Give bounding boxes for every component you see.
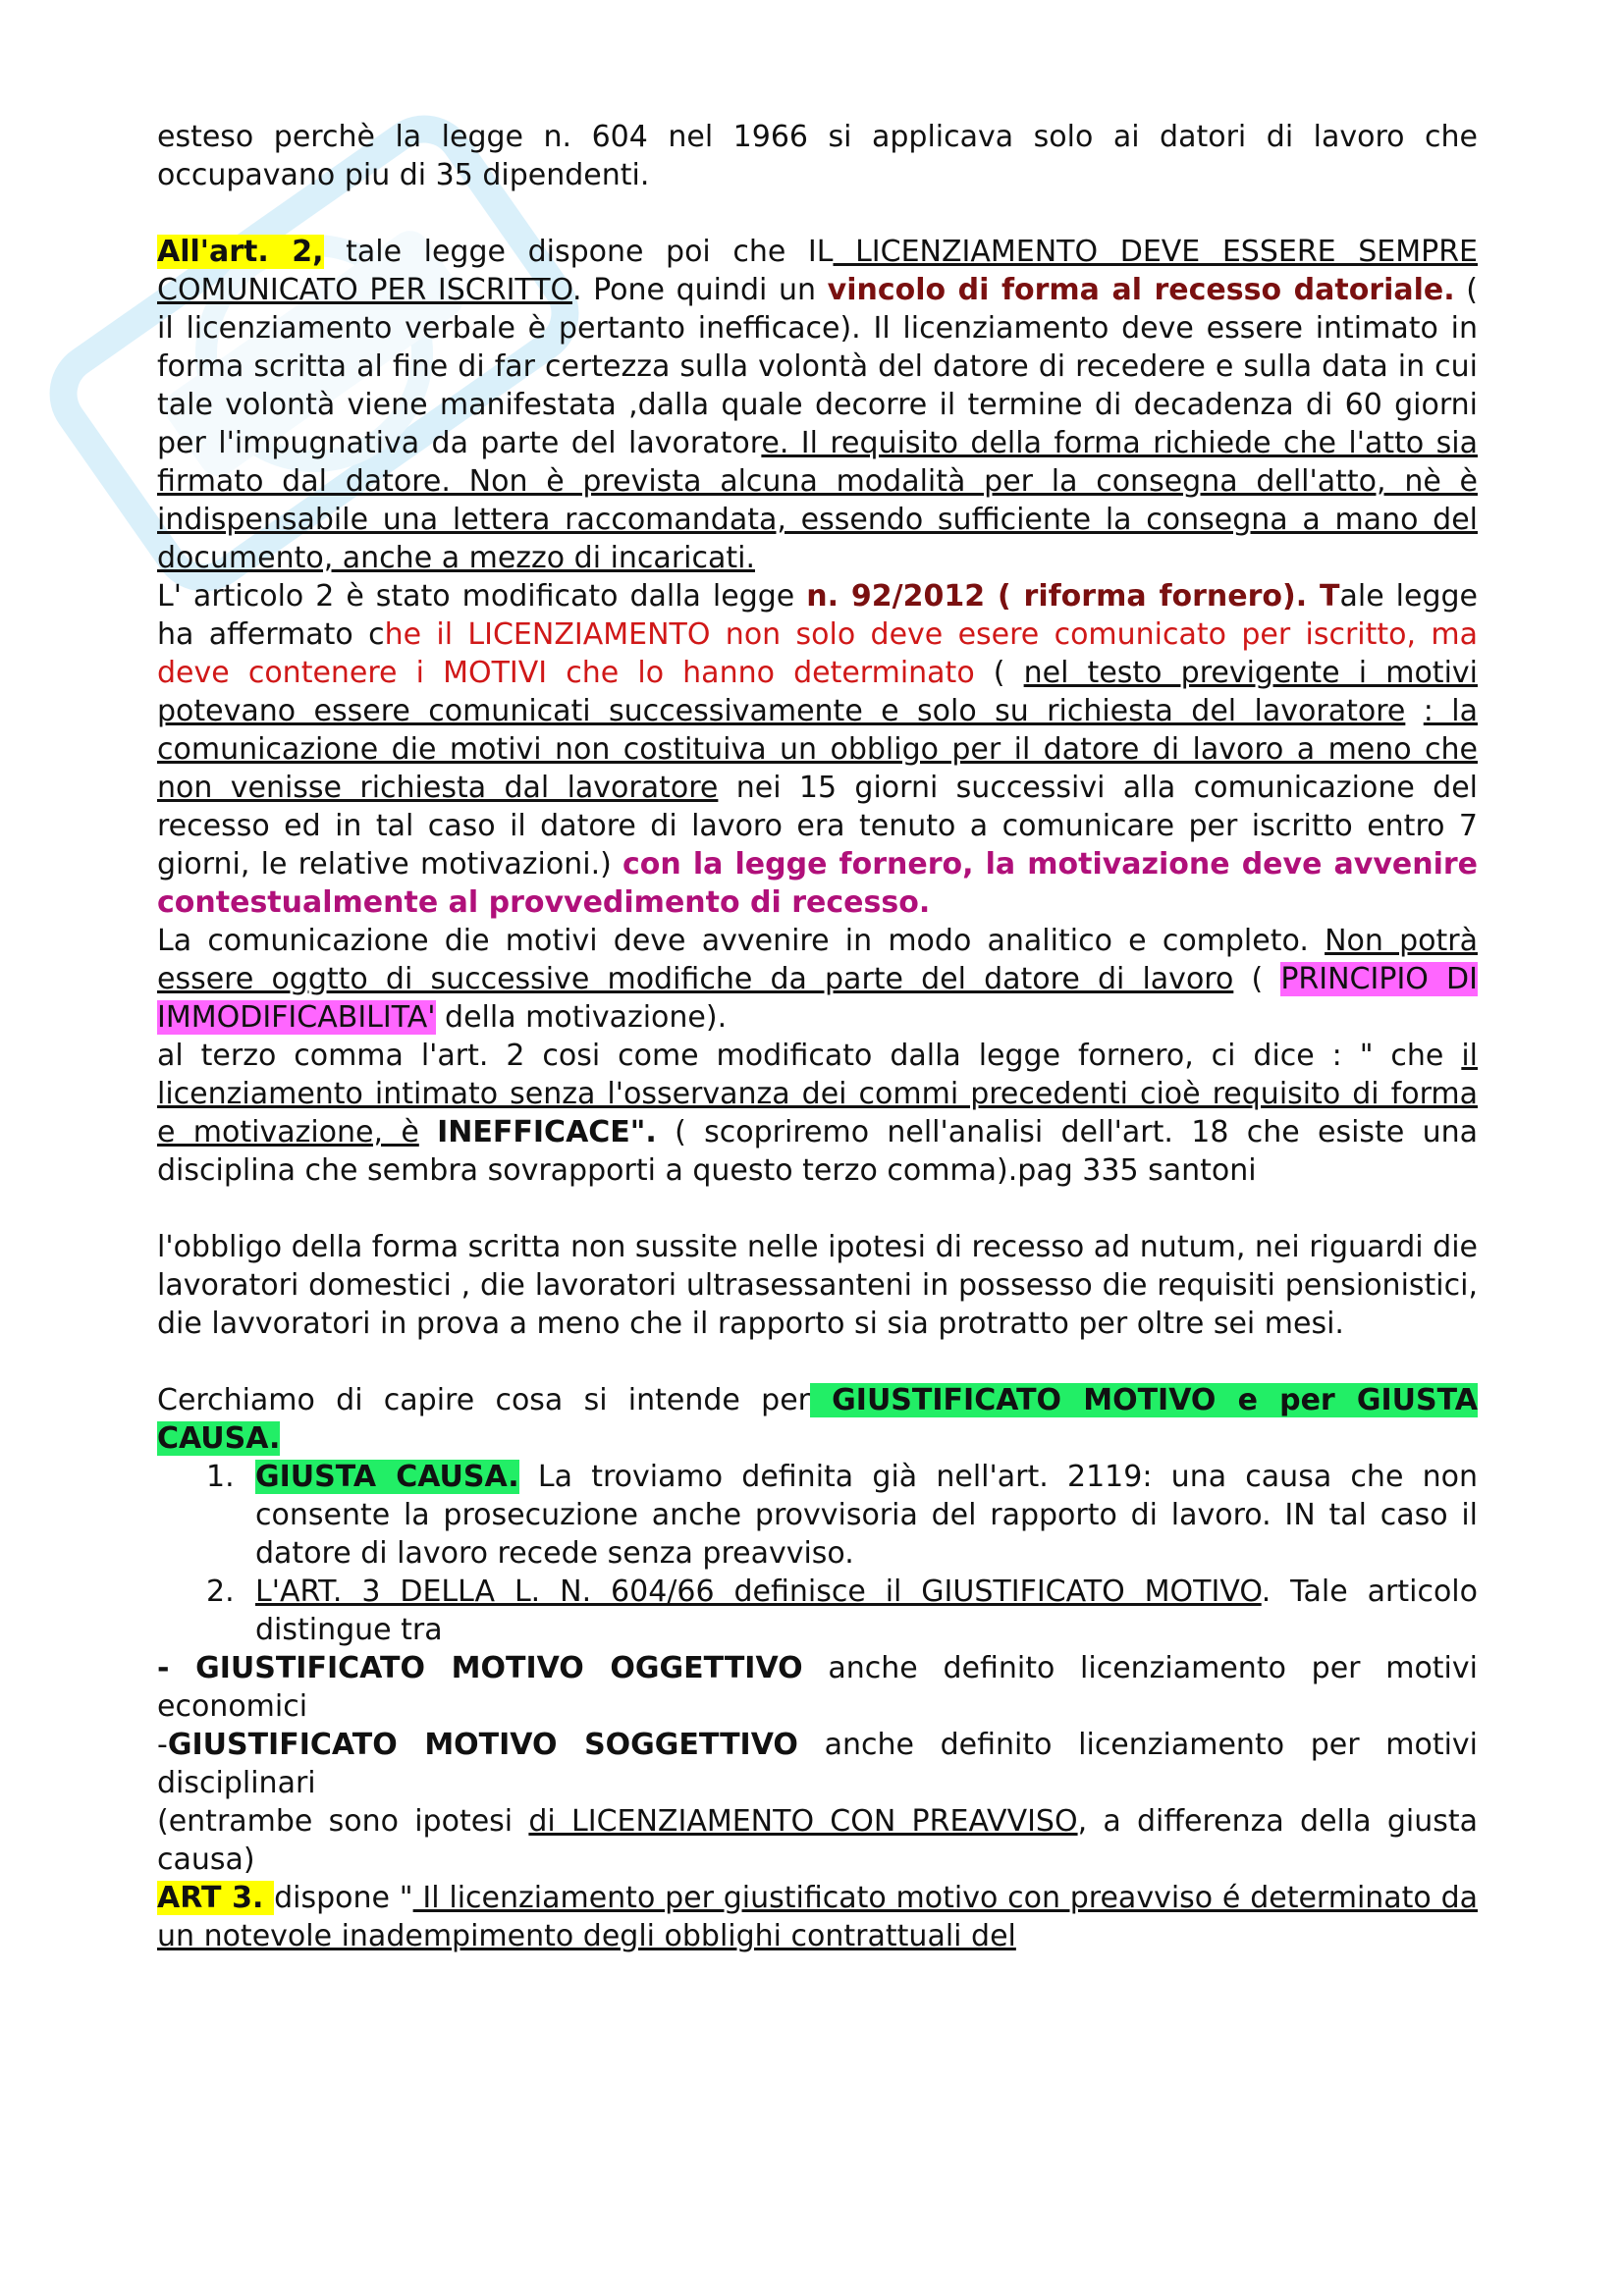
list-item-giusta-causa: 1. GIUSTA CAUSA. La troviamo definita già nell'art. 2119: una causa che non consente la prosecuzione anche provvisoria del rapporto di lavoro. IN tal caso il datore di lavoro recede senza preavviso.	[206, 1460, 1478, 1571]
paragraph-art-2: All'art. 2, tale legge dispone poi che IL LICENZIAMENTO DEVE ESSERE SEMPRE COMUNICATO PER ISCRITTO. Pone quindi un vincolo di forma al recesso datoriale. ( il licenziamento verbale è pertanto inefficace). Il licenziamento deve essere intimato in forma scritta al fine di far certezza sulla volontà del datore di recedere e sulla data in cui tale volontà viene manifestata ,dalla quale decorre il termine di decadenza di 60 giorni per l'impugnativa da parte del lavoratore. Il requisito della forma richiede che l'atto sia firmato dal datore. Non è prevista alcuna modalità per la consegna dell'atto, nè è indispensabile una lettera raccomandata, essendo sufficiente la consegna a mano del documento, anche a mezzo di incaricati.	[157, 235, 1478, 575]
paragraph-art-3: ART 3. dispone " Il licenziamento per giustificato motivo con preavviso é determinato da un notevole inadempimento degli obblighi contrattuali del	[157, 1881, 1479, 1953]
paragraph-riforma-fornero: L' articolo 2 è stato modificato dalla legge n. 92/2012 ( riforma fornero). Tale legge ha affermato che il LICENZIAMENTO non solo deve esere comunicato per iscritto, ma deve contenere i MOTIVI che lo hanno determinato ( nel testo previgente i motivi potevano essere comunicati successivamente e solo su richiesta del lavoratore : la comunicazione die motivi non costituiva un obbligo per il datore di lavoro a meno che non venisse richiesta dal lavoratore nei 15 giorni successivi alla comunicazione del recesso ed in tal caso il datore di lavoro era tenuto a comunicare per iscritto entro 7 giorni, le relative motivazioni.) con la legge fornero, la motivazione deve avvenire contestualmente al provvedimento di recesso.	[157, 579, 1479, 920]
list-item-art-3: 2. L'ART. 3 DELLA L. N. 604/66 definisce il GIUSTIFICATO MOTIVO. Tale articolo distingue tra	[206, 1575, 1478, 1647]
blank-line	[157, 1343, 1478, 1381]
art-3-highlight: ART 3.	[157, 1881, 275, 1915]
paragraph-motivo-oggettivo: - GIUSTIFICATO MOTIVO OGGETTIVO anche definito licenziamento per motivi economici	[157, 1651, 1478, 1724]
giustificato-motivo-highlight: GIUSTIFICATO MOTIVO e per GIUSTA CAUSA.	[157, 1383, 1478, 1456]
paragraph-motivo-soggettivo: -GIUSTIFICATO MOTIVO SOGGETTIVO anche definito licenziamento per motivi disciplinari	[157, 1728, 1479, 1800]
paragraph-terzo-comma: al terzo comma l'art. 2 cosi come modificato dalla legge fornero, ci dice : " che il licenziamento intimato senza l'osservanza dei commi precedenti cioè requisito di forma e motivazione, è INEFFICACE". ( scopriremo nell'analisi dell'art. 18 che esiste una disciplina che sembra sovrapporti a questo terzo comma).pag 335 santoni	[157, 1039, 1479, 1188]
paragraph-preavviso: (entrambe sono ipotesi di LICENZIAMENTO CON PREAVVISO, a differenza della giusta causa)	[157, 1804, 1478, 1877]
giusta-causa-highlight: GIUSTA CAUSA.	[255, 1460, 519, 1494]
document-body	[157, 118, 1478, 1955]
immodificabilita-highlight: PRINCIPIO DI IMMODIFICABILITA'	[157, 962, 1478, 1035]
paragraph-giustificato-motivo: Cerchiamo di capire cosa si intende per GIUSTIFICATO MOTIVO e per GIUSTA CAUSA.	[157, 1383, 1478, 1456]
art-2-highlight: All'art. 2,	[157, 235, 324, 269]
blank-line	[157, 194, 1478, 233]
paragraph-intro: esteso perchè la legge n. 604 nel 1966 si applicava solo ai datori di lavoro che occupavano piu di 35 dipendenti.	[157, 120, 1478, 192]
blank-line	[157, 1190, 1478, 1228]
paragraph-forma-scritta: l'obbligo della forma scritta non sussite nelle ipotesi di recesso ad nutum, nei riguardi die lavoratori domestici , die lavoratori ultrasessanteni in possesso die requisiti pensionistici, die lavvoratori in prova a meno che il rapporto si sia protratto per oltre sei mesi.	[157, 1230, 1478, 1341]
paragraph-immodificabilita: La comunicazione die motivi deve avvenire in modo analitico e completo. Non potrà essere oggtto di successive modifiche da parte del datore di lavoro ( PRINCIPIO DI IMMODIFICABILITA' della motivazione).	[157, 924, 1478, 1035]
